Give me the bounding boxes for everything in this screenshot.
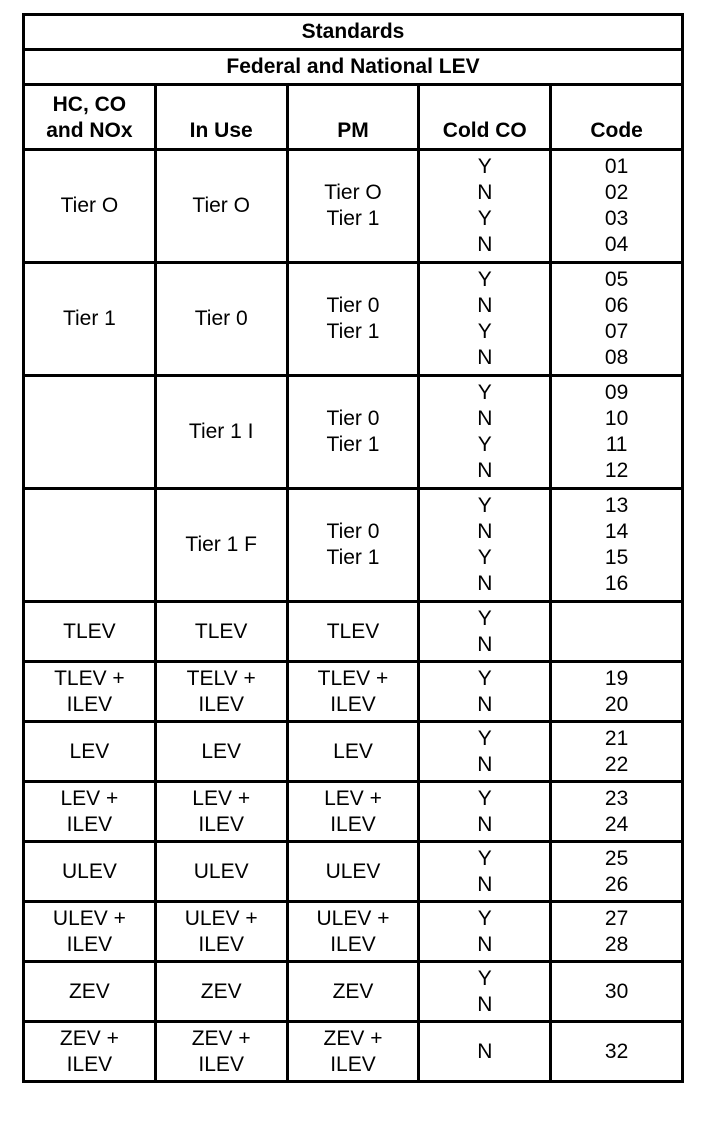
table-row [24, 1022, 683, 1082]
cell-line: 05 [604, 268, 629, 291]
cell-line: Tier 0 [326, 294, 380, 317]
cell-line: Y [477, 433, 492, 456]
cell-line: 06 [604, 294, 629, 317]
cell-hc-co-nox [24, 662, 156, 722]
table-row [24, 722, 683, 782]
cell-line: 01 [604, 155, 629, 178]
cell-line: Y [477, 546, 492, 569]
cell-line: 20 [604, 692, 629, 716]
cell-cold-co [419, 902, 551, 962]
cell-pm [287, 1022, 419, 1082]
cell-line: Y [477, 846, 492, 870]
cell-code: 30 [551, 962, 683, 1022]
cell-line: TLEV + [54, 666, 125, 690]
cell-line: Y [477, 494, 492, 517]
cell-line: ILEV [330, 932, 376, 956]
table-subtitle: Federal and National LEV [24, 50, 683, 85]
cell-code [551, 489, 683, 602]
cell-line: 28 [604, 932, 629, 956]
cell-line: ILEV [198, 812, 244, 836]
cell-line: Y [477, 207, 492, 230]
cell-line: ILEV [330, 812, 376, 836]
cell-line: ILEV [198, 692, 244, 716]
cell-line: N [477, 692, 493, 716]
table-row [24, 376, 683, 489]
cell-line: 04 [604, 233, 629, 256]
cell-code [551, 602, 683, 662]
cell-pm [287, 376, 419, 489]
header-pm: PM [287, 85, 419, 150]
cell-line: Tier 0 [326, 407, 380, 430]
cell-hc-co-nox [24, 1022, 156, 1082]
cell-cold-co [419, 376, 551, 489]
cell-line: ZEV + [191, 1026, 251, 1050]
cell-in-use: Tier 1 F [155, 489, 287, 602]
cell-line: N [477, 872, 493, 896]
cell-line: Y [477, 966, 492, 990]
cell-line: ILEV [66, 812, 113, 836]
cell-in-use: TLEV [155, 602, 287, 662]
cell-line: Tier 0 [326, 520, 380, 543]
table-row [24, 842, 683, 902]
cell-line: Y [477, 268, 492, 291]
cell-pm: ULEV [287, 842, 419, 902]
cell-line: N [477, 407, 493, 430]
cell-line: Tier 1 [326, 433, 380, 456]
cell-code [551, 782, 683, 842]
cell-line: 22 [604, 752, 629, 776]
cell-line: 11 [605, 433, 628, 456]
cell-line: 13 [604, 494, 629, 517]
cell-line: Tier 1 [326, 320, 380, 343]
cell-pm [287, 150, 419, 263]
cell-pm [287, 662, 419, 722]
cell-line: N [477, 572, 493, 595]
cell-in-use [155, 1022, 287, 1082]
cell-line: 15 [604, 546, 629, 569]
cell-line: N [477, 632, 493, 656]
cell-line: 12 [604, 459, 629, 482]
standards-table [22, 13, 684, 1083]
cell-line: N [477, 346, 493, 369]
cell-line: Tier O [324, 181, 382, 204]
cell-hc-co-nox [24, 902, 156, 962]
cell-line: Y [477, 786, 492, 810]
cell-cold-co: N [419, 1022, 551, 1082]
cell-line: ULEV + [316, 906, 390, 930]
cell-line: 21 [604, 726, 629, 750]
cell-hc-co-nox: LEV [24, 722, 156, 782]
cell-line: N [477, 812, 493, 836]
cell-hc-co-nox: TLEV [24, 602, 156, 662]
cell-line: 19 [604, 666, 629, 690]
cell-line: TELV + [186, 666, 256, 690]
cell-pm [287, 782, 419, 842]
cell-code [551, 150, 683, 263]
cell-line: Y [477, 606, 492, 630]
cell-line: 23 [604, 786, 629, 810]
cell-hc-co-nox: ZEV [24, 962, 156, 1022]
cell-line: Y [477, 381, 492, 404]
cell-in-use: Tier 1 I [155, 376, 287, 489]
cell-cold-co [419, 150, 551, 263]
table-row [24, 150, 683, 263]
cell-line: Y [477, 906, 492, 930]
cell-pm: TLEV [287, 602, 419, 662]
cell-code [551, 842, 683, 902]
cell-line: ZEV + [59, 1026, 119, 1050]
cell-line: LEV + [324, 786, 382, 810]
table-row [24, 602, 683, 662]
cell-in-use [155, 782, 287, 842]
cell-code [551, 263, 683, 376]
cell-in-use [155, 662, 287, 722]
cell-cold-co [419, 489, 551, 602]
cell-cold-co [419, 842, 551, 902]
cell-code [551, 902, 683, 962]
cell-line: 09 [604, 381, 629, 404]
cell-cold-co [419, 263, 551, 376]
cell-code: 32 [551, 1022, 683, 1082]
cell-pm [287, 902, 419, 962]
cell-line: ILEV [330, 692, 376, 716]
cell-line: LEV + [192, 786, 251, 810]
cell-hc-co-nox: Tier O [24, 150, 156, 263]
cell-line: N [477, 992, 493, 1016]
cell-line: 26 [604, 872, 629, 896]
cell-line: Tier 1 [326, 546, 380, 569]
cell-in-use: ZEV [155, 962, 287, 1022]
cell-line: 07 [604, 320, 629, 343]
cell-line: 27 [604, 906, 629, 930]
header-in-use: In Use [155, 85, 287, 150]
table-row [24, 662, 683, 722]
table-row [24, 263, 683, 376]
cell-code [551, 662, 683, 722]
cell-line: ULEV + [52, 906, 126, 930]
cell-line: Tier 1 [326, 207, 380, 230]
cell-line: 25 [604, 846, 629, 870]
cell-line: Y [477, 320, 492, 343]
cell-line: LEV + [60, 786, 119, 810]
cell-line: N [477, 233, 493, 256]
table-row [24, 962, 683, 1022]
table-title: Standards [24, 15, 683, 50]
cell-line: ILEV [198, 1052, 244, 1076]
cell-line: N [477, 752, 493, 776]
cell-line: ILEV [66, 932, 113, 956]
cell-line: N [477, 520, 493, 543]
cell-cold-co [419, 602, 551, 662]
cell-line: HC, CO [52, 93, 127, 116]
cell-line: 16 [604, 572, 629, 595]
cell-hc-co-nox [24, 782, 156, 842]
cell-line: TLEV + [317, 666, 389, 690]
cell-cold-co [419, 962, 551, 1022]
cell-code [551, 376, 683, 489]
header-code: Code [551, 85, 683, 150]
cell-line: ZEV + [323, 1026, 383, 1050]
cell-line: ILEV [330, 1052, 376, 1076]
cell-line: 03 [604, 207, 629, 230]
cell-line: N [477, 932, 493, 956]
cell-pm: LEV [287, 722, 419, 782]
cell-cold-co [419, 662, 551, 722]
table-row [24, 902, 683, 962]
cell-line: Y [477, 666, 492, 690]
table-row [24, 489, 683, 602]
cell-pm [287, 489, 419, 602]
cell-line: N [477, 459, 493, 482]
cell-hc-co-nox: ULEV [24, 842, 156, 902]
cell-cold-co [419, 722, 551, 782]
cell-line: ILEV [66, 1052, 113, 1076]
cell-line: ILEV [66, 692, 113, 716]
cell-line: Y [477, 155, 492, 178]
cell-in-use: ULEV [155, 842, 287, 902]
cell-pm [287, 263, 419, 376]
cell-in-use [155, 902, 287, 962]
cell-line: and NOx [46, 119, 133, 142]
cell-in-use: LEV [155, 722, 287, 782]
cell-line: Y [477, 726, 492, 750]
cell-code [551, 722, 683, 782]
cell-hc-co-nox: Tier 1 [24, 263, 156, 376]
cell-line: N [477, 181, 493, 204]
cell-line: 24 [604, 812, 629, 836]
cell-cold-co [419, 782, 551, 842]
cell-line: 08 [604, 346, 629, 369]
cell-in-use: Tier 0 [155, 263, 287, 376]
cell-pm: ZEV [287, 962, 419, 1022]
cell-line: N [477, 294, 493, 317]
cell-hc-co-nox [24, 489, 156, 602]
header-hc-co-nox [24, 85, 156, 150]
cell-in-use: Tier O [155, 150, 287, 263]
cell-line: 14 [604, 520, 629, 543]
table-body [24, 150, 683, 1082]
cell-line: 10 [604, 407, 629, 430]
cell-line: 02 [604, 181, 629, 204]
cell-line: ULEV + [184, 906, 258, 930]
cell-line: ILEV [198, 932, 244, 956]
header-cold-co: Cold CO [419, 85, 551, 150]
cell-hc-co-nox [24, 376, 156, 489]
table-row [24, 782, 683, 842]
